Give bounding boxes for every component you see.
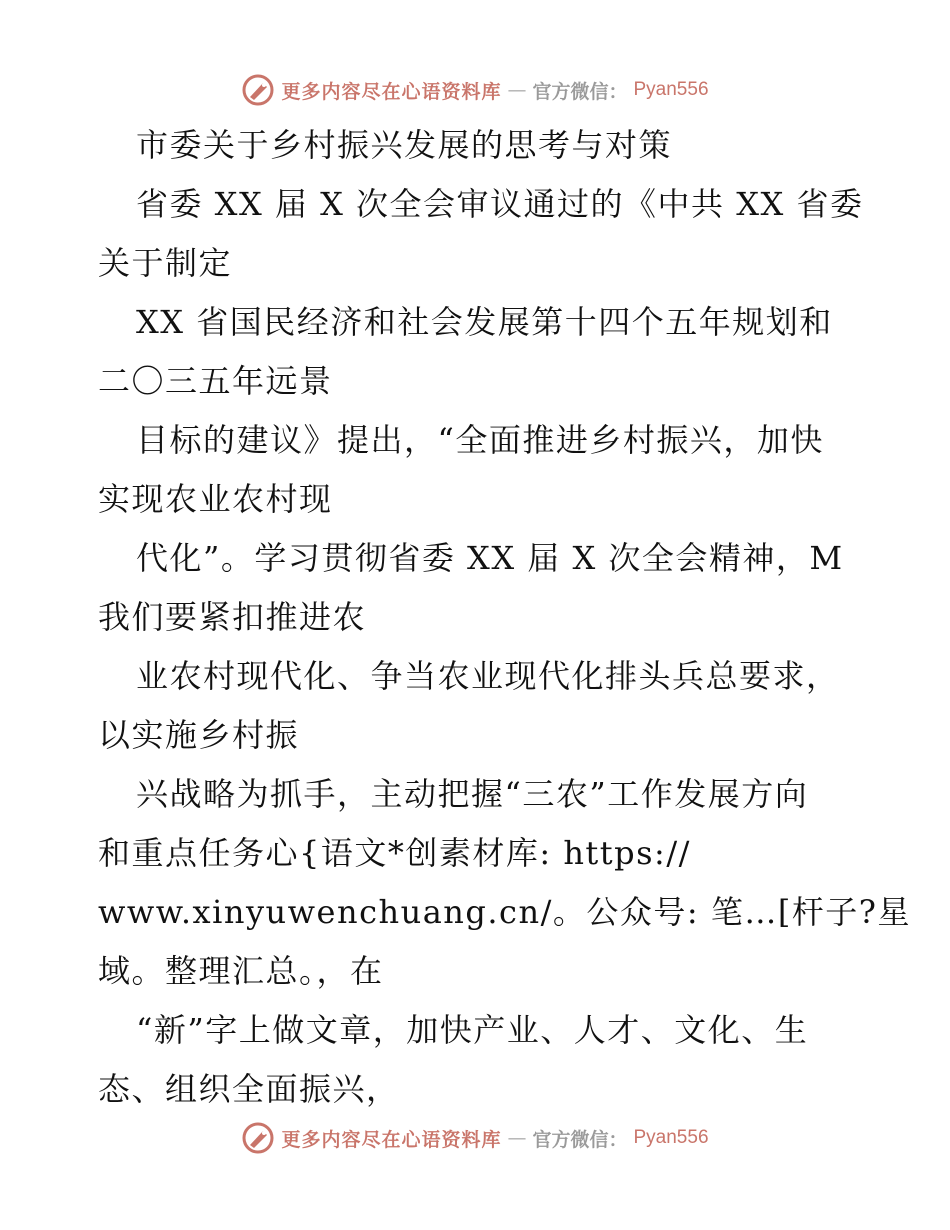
paragraph-line: 实现农业农村现 <box>98 480 333 518</box>
banner-wechat-label: 官方微信： <box>532 80 628 103</box>
banner-title: 更多内容尽在心语资料库 <box>281 1128 502 1151</box>
paragraph-line: 目标的建议》提出，“全面推进乡村振兴，加快 <box>136 421 824 459</box>
paragraph-line: XX 省国民经济和社会发展第十四个五年规划和 <box>136 303 833 341</box>
banner-wechat-id: Pyan556 <box>633 79 709 100</box>
paragraph-line: 兴战略为抓手，主动把握“三农”工作发展方向 <box>136 775 809 813</box>
banner-wechat-id: Pyan556 <box>633 1127 709 1148</box>
paragraph-line: 域。整理汇总。，在 <box>98 952 384 990</box>
paragraph-line: 省委 XX 届 X 次全会审议通过的《中共 XX 省委 <box>136 185 864 223</box>
paragraph-line: 以实施乡村振 <box>98 716 300 754</box>
footer-banner <box>0 1118 950 1158</box>
paragraph-line: “新”字上做文章，加快产业、人才、文化、生 <box>136 1011 809 1049</box>
pen-logo-icon <box>241 1121 275 1155</box>
paragraph-line: 代化”。学习贯彻省委 XX 届 X 次全会精神，M <box>136 539 844 577</box>
paragraph-line: 关于制定 <box>98 244 233 282</box>
banner-title: 更多内容尽在心语资料库 <box>281 80 502 103</box>
paragraph-line: 二〇三五年远景 <box>98 362 333 400</box>
paragraph-line: 态、组织全面振兴， <box>98 1070 400 1108</box>
document-body <box>98 116 911 1119</box>
banner-wechat-label: 官方微信： <box>532 1128 628 1151</box>
document-title: 市委关于乡村振兴发展的思考与对策 <box>136 126 673 164</box>
paragraph-line: 业农村现代化、争当农业现代化排头兵总要求， <box>136 657 840 695</box>
banner-separator: — <box>507 79 527 101</box>
pen-logo-icon <box>241 73 275 107</box>
paragraph-line: www.xinyuwenchuang.cn/。公众号: 笔…[杆子?星 <box>98 893 911 931</box>
header-banner <box>0 70 950 110</box>
paragraph-line: 我们要紧扣推进农 <box>98 598 367 636</box>
banner-separator: — <box>507 1127 527 1149</box>
paragraph-line: 和重点任务心{语文*创素材库: https:// <box>98 834 691 872</box>
